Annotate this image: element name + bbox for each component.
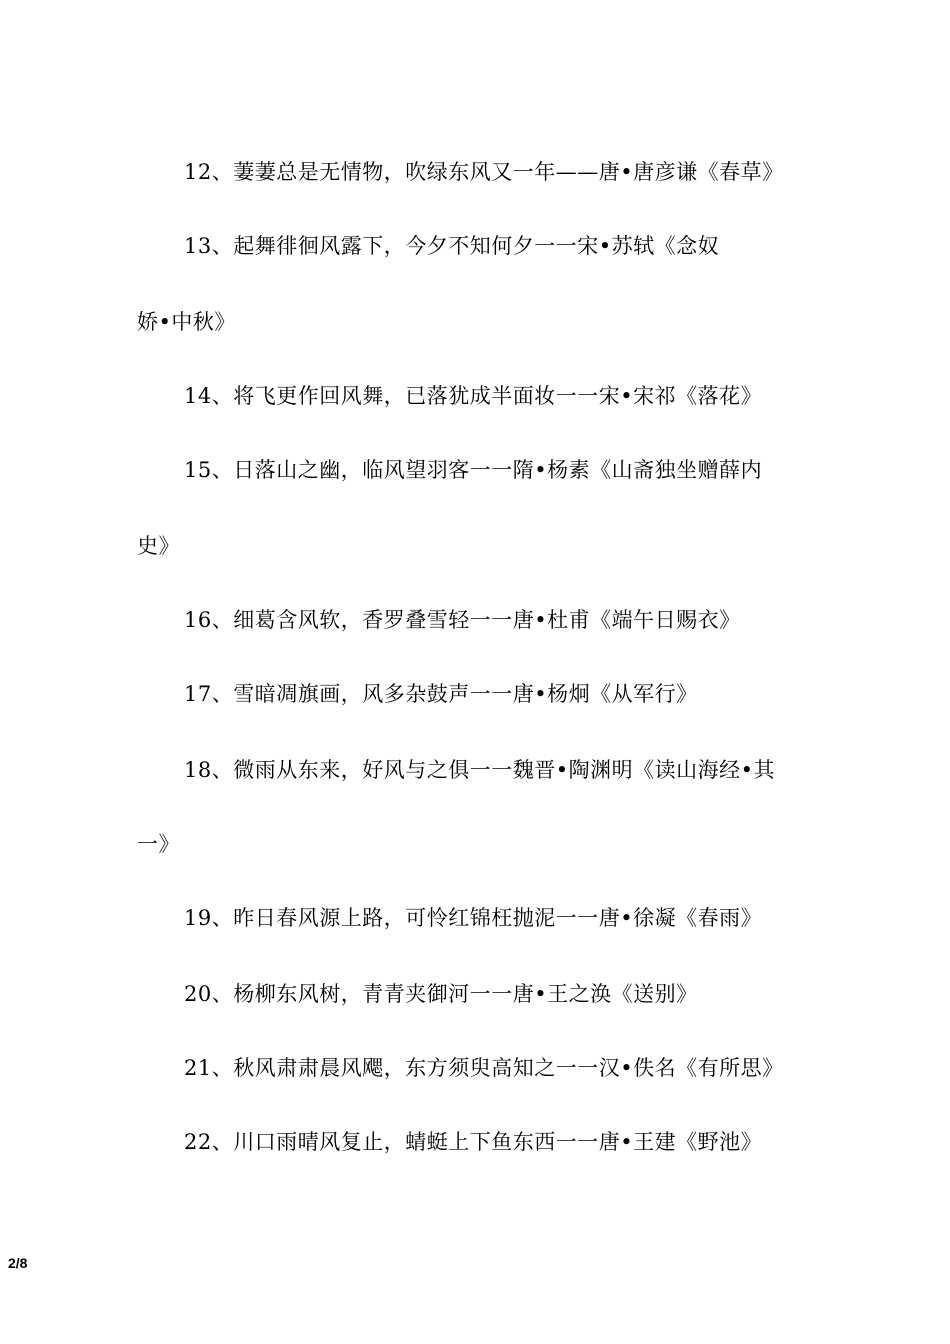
poem-line-19: 19、昨日春风源上路，可怜红锦枉抛泥一一唐•徐凝《春雨》 (184, 906, 763, 930)
poem-line-13: 13、起舞徘徊风露下，今夕不知何夕一一宋•苏轼《念奴 (184, 234, 720, 258)
poem-line-21: 21、秋风肃肃晨风飔，东方须臾高知之一一汉•佚名《有所思》 (184, 1056, 784, 1080)
poem-line-16: 16、细葛含风软，香罗叠雪轻一一唐•杜甫《端午日赐衣》 (184, 608, 741, 632)
poem-line-13-continued: 娇•中秋》 (137, 310, 236, 334)
poem-line-18-continued: 一》 (137, 832, 180, 856)
poem-line-15: 15、日落山之幽，临风望羽客一一隋•杨素《山斋独坐赠薛内 (184, 458, 763, 482)
poem-line-18: 18、微雨从东来，好风与之俱一一魏晋•陶渊明《读山海经•其 (184, 758, 775, 782)
poem-line-15-continued: 史》 (137, 534, 180, 558)
poem-line-22: 22、川口雨晴风复止，蜻蜓上下鱼东西一一唐•王建《野池》 (184, 1130, 763, 1154)
poem-line-17: 17、雪暗凋旗画，风多杂鼓声一一唐•杨炯《从军行》 (184, 682, 698, 706)
poem-line-12: 12、萋萋总是无情物，吹绿东风又一年——唐•唐彦谦《春草》 (184, 160, 784, 184)
poem-line-20: 20、杨柳东风树，青青夹御河一一唐•王之涣《送别》 (184, 982, 698, 1006)
page-number: 2/8 (8, 1255, 28, 1271)
poem-line-14: 14、将飞更作回风舞，已落犹成半面妆一一宋•宋祁《落花》 (184, 384, 763, 408)
